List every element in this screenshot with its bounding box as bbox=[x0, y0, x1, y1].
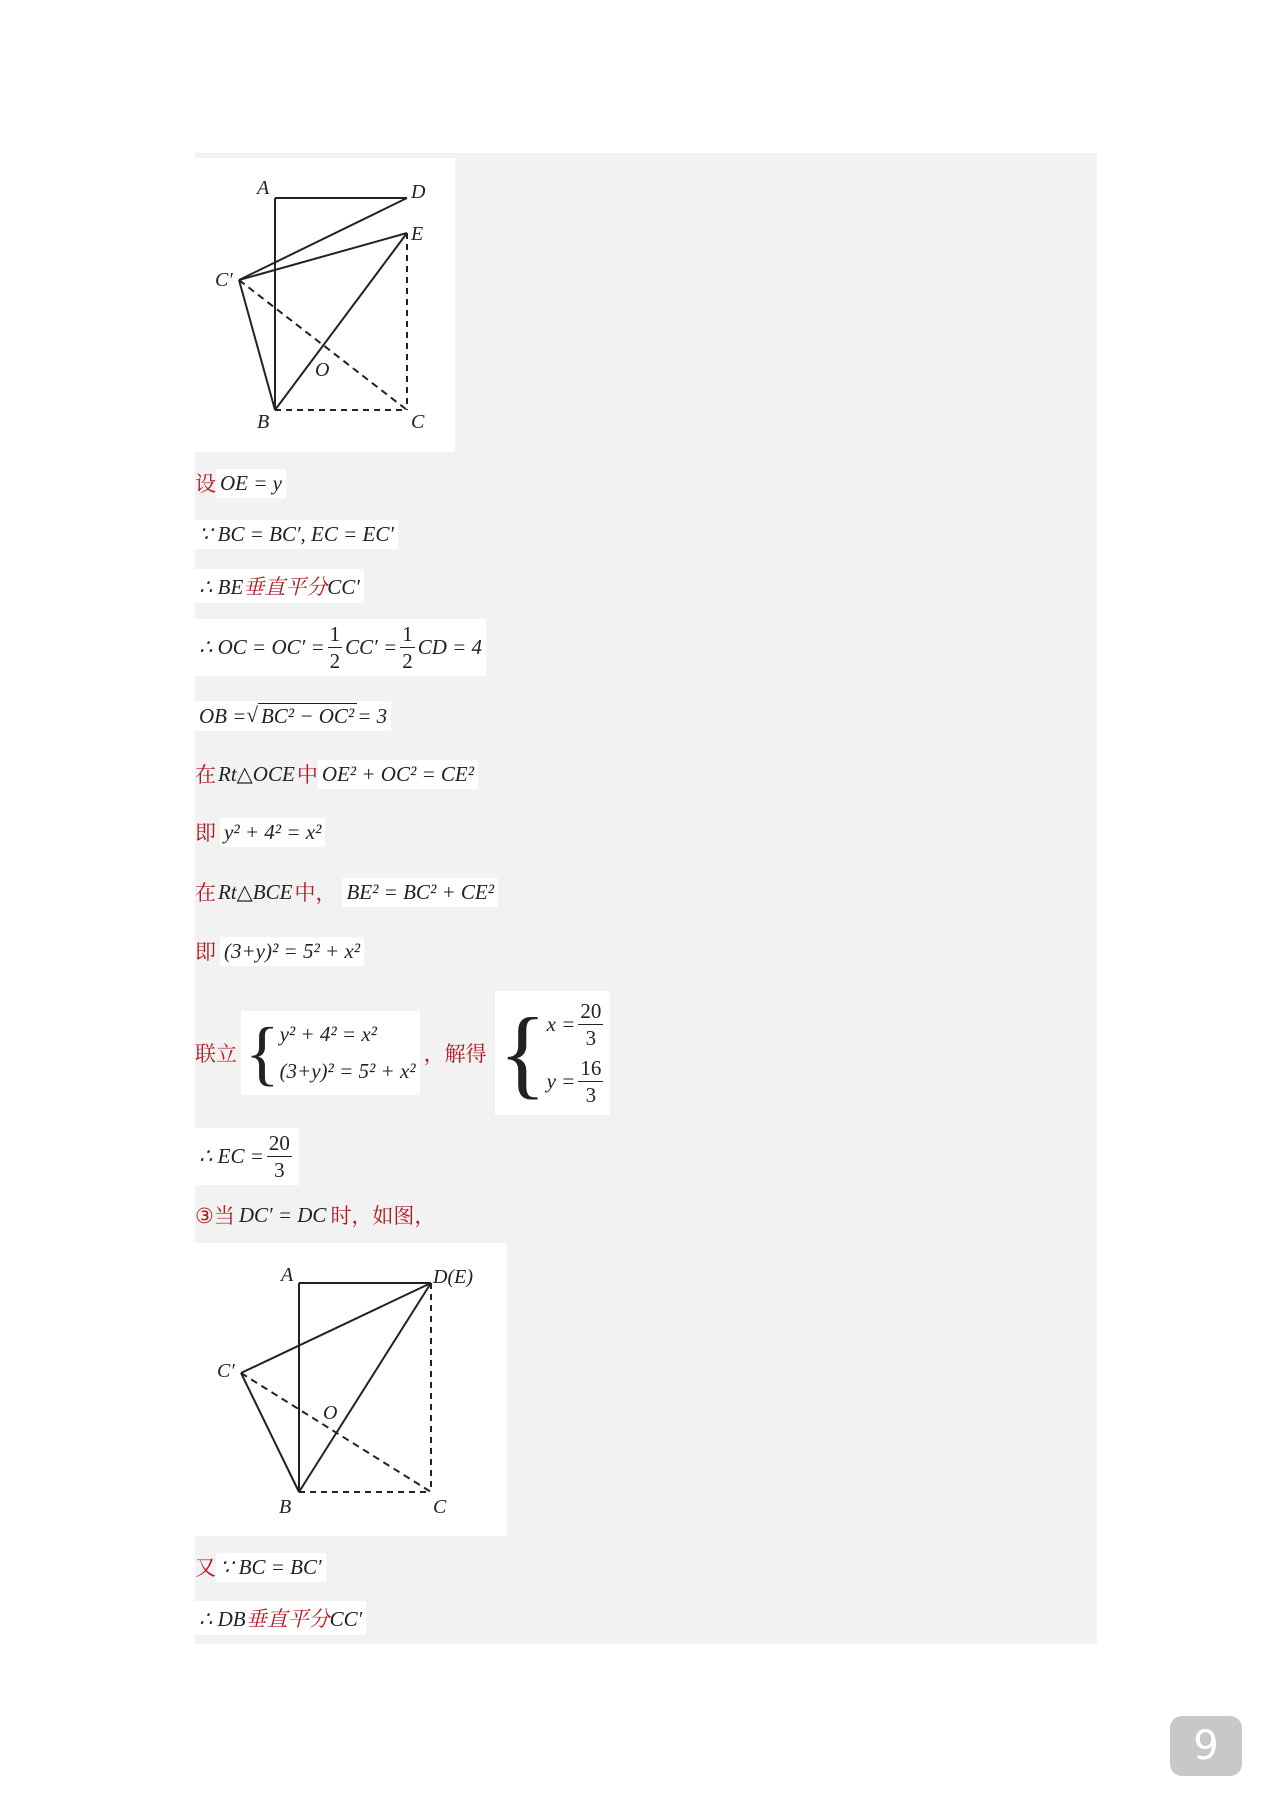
label-O: O bbox=[323, 1402, 338, 1424]
line-6: 在 Rt△OCE 中 OE² + OC² = CE² bbox=[195, 754, 478, 794]
square-root: √ BC² − OC² bbox=[246, 703, 357, 729]
label-E: E bbox=[411, 223, 424, 245]
line-2: ∵ BC = BC′, EC = EC′ bbox=[195, 514, 398, 554]
label-C: C bbox=[411, 411, 425, 433]
line-4: ∴ OC = OC′ = $\frac{1}{2}$ CC′ = $\frac{1}{2}$ CD = 4 bbox=[195, 617, 486, 677]
label-DE: D(E) bbox=[433, 1266, 473, 1288]
line-14: ∴ DB垂直平分CC′ bbox=[195, 1598, 366, 1638]
line-13: 又 ∵ BC = BC′ bbox=[195, 1547, 326, 1587]
label-O: O bbox=[315, 359, 330, 381]
label-Cp: C′ bbox=[217, 1360, 235, 1382]
label-A: A bbox=[257, 177, 270, 199]
label-B: B bbox=[279, 1496, 292, 1518]
geometry-figure-2 bbox=[195, 1243, 507, 1536]
line-1: 设 OE = y bbox=[195, 463, 286, 503]
line-10: 联立 { y² + 4² = x² (3+y)² = 5² + x² ，解得 { x = $\frac{20}{3}$ y = $\frac{16}{3}$ bbox=[195, 990, 610, 1116]
line-7: 即 y² + 4² = x² bbox=[195, 812, 325, 852]
page-number-badge: 9 bbox=[1170, 1716, 1242, 1776]
line-12: ③当 DC′ = DC 时，如图， bbox=[195, 1202, 436, 1228]
label-A: A bbox=[281, 1264, 294, 1286]
label-D: D bbox=[411, 181, 426, 203]
label-B: B bbox=[257, 411, 270, 433]
label-C: C bbox=[433, 1496, 447, 1518]
line-8: 在 Rt△BCE 中， BE² = BC² + CE² bbox=[195, 872, 498, 912]
line-5: OB = √ BC² − OC² = 3 bbox=[195, 696, 391, 736]
line-3: ∴ BE垂直平分CC′ bbox=[195, 566, 364, 606]
geometry-figure-1 bbox=[195, 158, 455, 452]
fraction: $\frac{1}{2}$ bbox=[329, 621, 341, 673]
solution-system: { x = $\frac{20}{3}$ y = $\frac{16}{3}$ bbox=[495, 991, 611, 1115]
label-Cp: C′ bbox=[215, 269, 233, 291]
line-9: 即 (3+y)² = 5² + x² bbox=[195, 931, 364, 971]
fraction: $\frac{1}{2}$ bbox=[402, 621, 413, 673]
equation-system: { y² + 4² = x² (3+y)² = 5² + x² bbox=[241, 1011, 420, 1095]
line-11: ∴ EC = $\frac{20}{3}$ bbox=[195, 1126, 299, 1186]
